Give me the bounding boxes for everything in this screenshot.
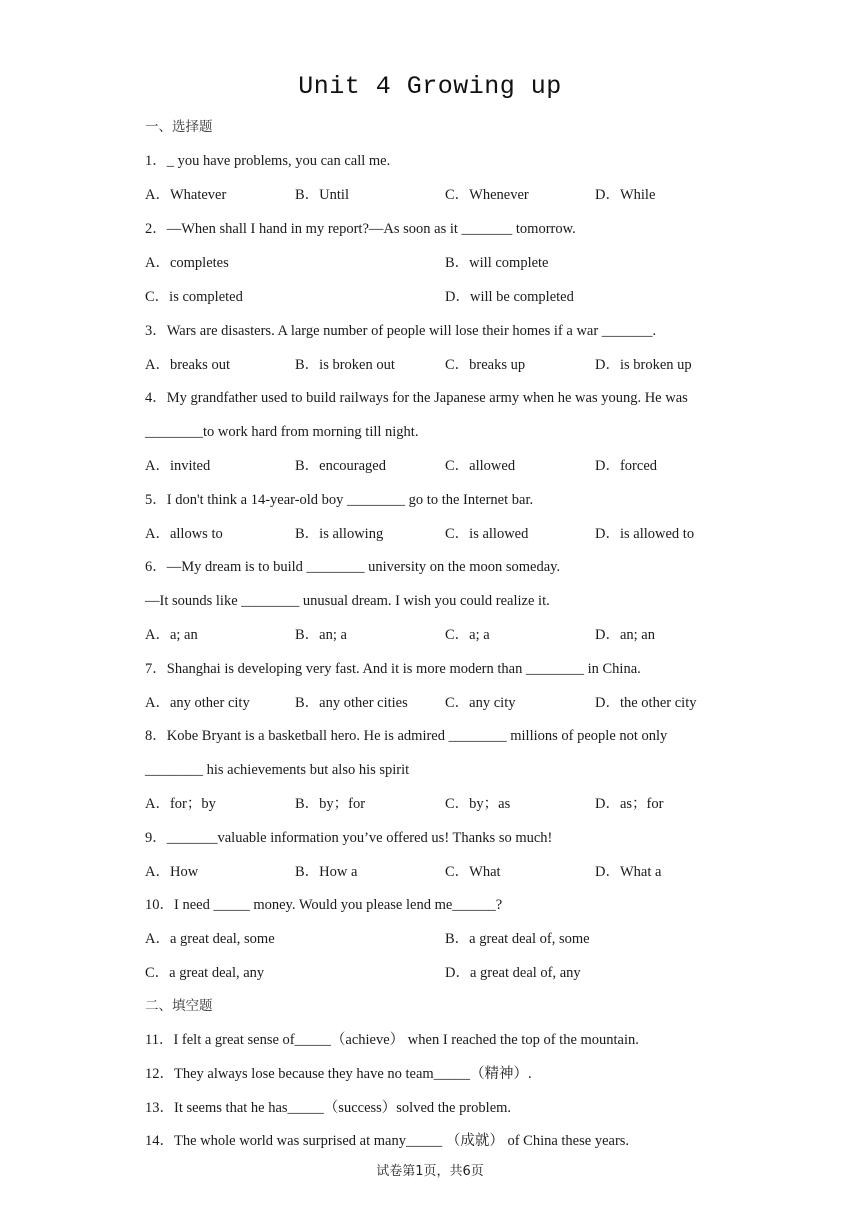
question-2-option-d: D．will be completed xyxy=(445,289,574,305)
question-7-option-b: B．any other cities xyxy=(295,695,408,711)
question-10-option-d: D．a great deal of, any xyxy=(445,965,581,981)
question-7-option-d: D．the other city xyxy=(595,695,697,711)
question-8-option-b: B．by；for xyxy=(295,796,366,812)
question-5-option-c: C．is allowed xyxy=(445,526,529,542)
question-4-option-c: C．allowed xyxy=(445,458,516,474)
question-5-option-b: B．is allowing xyxy=(295,526,384,542)
question-3-option-b: B．is broken out xyxy=(295,357,395,373)
question-1-stem: 1．_ you have problems, you can call me. xyxy=(145,153,391,169)
page-title: Unit 4 Growing up xyxy=(298,72,562,101)
question-12: 12．They always lose because they have no team_____（精神）. xyxy=(145,1066,532,1082)
question-6-option-a: A．a; an xyxy=(145,627,198,643)
question-3-option-d: D．is broken up xyxy=(595,357,692,373)
question-9-option-d: D．What a xyxy=(595,864,662,880)
question-3-option-c: C．breaks up xyxy=(445,357,526,373)
section-heading-fill-blank: 二、填空题 xyxy=(145,998,213,1014)
question-8-option-a: A．for；by xyxy=(145,796,216,812)
question-2-option-b: B．will complete xyxy=(445,255,549,271)
question-6-option-c: C．a; a xyxy=(445,627,490,643)
question-10-option-b: B．a great deal of, some xyxy=(445,931,590,947)
question-9-option-a: A．How xyxy=(145,864,199,880)
question-7-stem: 7．Shanghai is developing very fast. And it is more modern than ________ in China. xyxy=(145,661,641,677)
question-4-stem-line-2: ________to work hard from morning till night. xyxy=(145,424,419,440)
question-10-option-a: A．a great deal, some xyxy=(145,931,275,947)
question-13: 13．It seems that he has_____（success）solved the problem. xyxy=(145,1100,512,1116)
question-5-stem: 5．I don't think a 14-year-old boy ________ go to the Internet bar. xyxy=(145,492,534,508)
section-heading-choice: 一、选择题 xyxy=(145,119,213,135)
question-2-stem: 2．—When shall I hand in my report?—As soon as it _______ tomorrow. xyxy=(145,221,576,237)
question-6-option-d: D．an; an xyxy=(595,627,655,643)
question-1-option-a: A．Whatever xyxy=(145,187,227,203)
question-8-option-c: C．by；as xyxy=(445,796,511,812)
question-4-option-d: D．forced xyxy=(595,458,658,474)
question-8-option-d: D．as；for xyxy=(595,796,664,812)
question-1-option-d: D．While xyxy=(595,187,656,203)
question-5-option-d: D．is allowed to xyxy=(595,526,695,542)
question-4-option-a: A．invited xyxy=(145,458,211,474)
question-2-option-a: A．completes xyxy=(145,255,229,271)
question-6-stem-line-2: —It sounds like ________ unusual dream. I wish you could realize it. xyxy=(145,593,550,609)
question-5-option-a: A．allows to xyxy=(145,526,223,542)
question-9-stem: 9．_______valuable information you’ve offered us! Thanks so much! xyxy=(145,830,553,846)
question-10-option-c: C．a great deal, any xyxy=(145,965,265,981)
question-9-option-b: B．How a xyxy=(295,864,358,880)
question-14: 14．The whole world was surprised at many_____ （成就） of China these years. xyxy=(145,1133,630,1149)
question-2-option-c: C．is completed xyxy=(145,289,243,305)
page-footer: 试卷第1页，共6页 xyxy=(376,1164,484,1179)
question-4-stem-line-1: 4．My grandfather used to build railways for the Japanese army when he was young. He was xyxy=(145,390,688,406)
question-6-option-b: B．an; a xyxy=(295,627,347,643)
question-7-option-c: C．any city xyxy=(445,695,516,711)
question-1-option-b: B．Until xyxy=(295,187,349,203)
question-6-stem-line-1: 6．—My dream is to build ________ university on the moon someday. xyxy=(145,559,561,575)
question-11: 11．I felt a great sense of_____（achieve） when I reached the top of the mountain. xyxy=(145,1032,639,1048)
question-8-stem-line-2: ________ his achievements but also his spirit xyxy=(145,762,410,778)
question-7-option-a: A．any other city xyxy=(145,695,250,711)
question-10-stem: 10．I need _____ money. Would you please lend me______? xyxy=(145,897,503,913)
question-8-stem-line-1: 8．Kobe Bryant is a basketball hero. He is admired ________ millions of people not only xyxy=(145,728,668,744)
question-1-option-c: C．Whenever xyxy=(445,187,529,203)
question-4-option-b: B．encouraged xyxy=(295,458,386,474)
question-3-option-a: A．breaks out xyxy=(145,357,230,373)
question-3-stem: 3．Wars are disasters. A large number of people will lose their homes if a war _______. xyxy=(145,323,657,339)
question-9-option-c: C．What xyxy=(445,864,501,880)
